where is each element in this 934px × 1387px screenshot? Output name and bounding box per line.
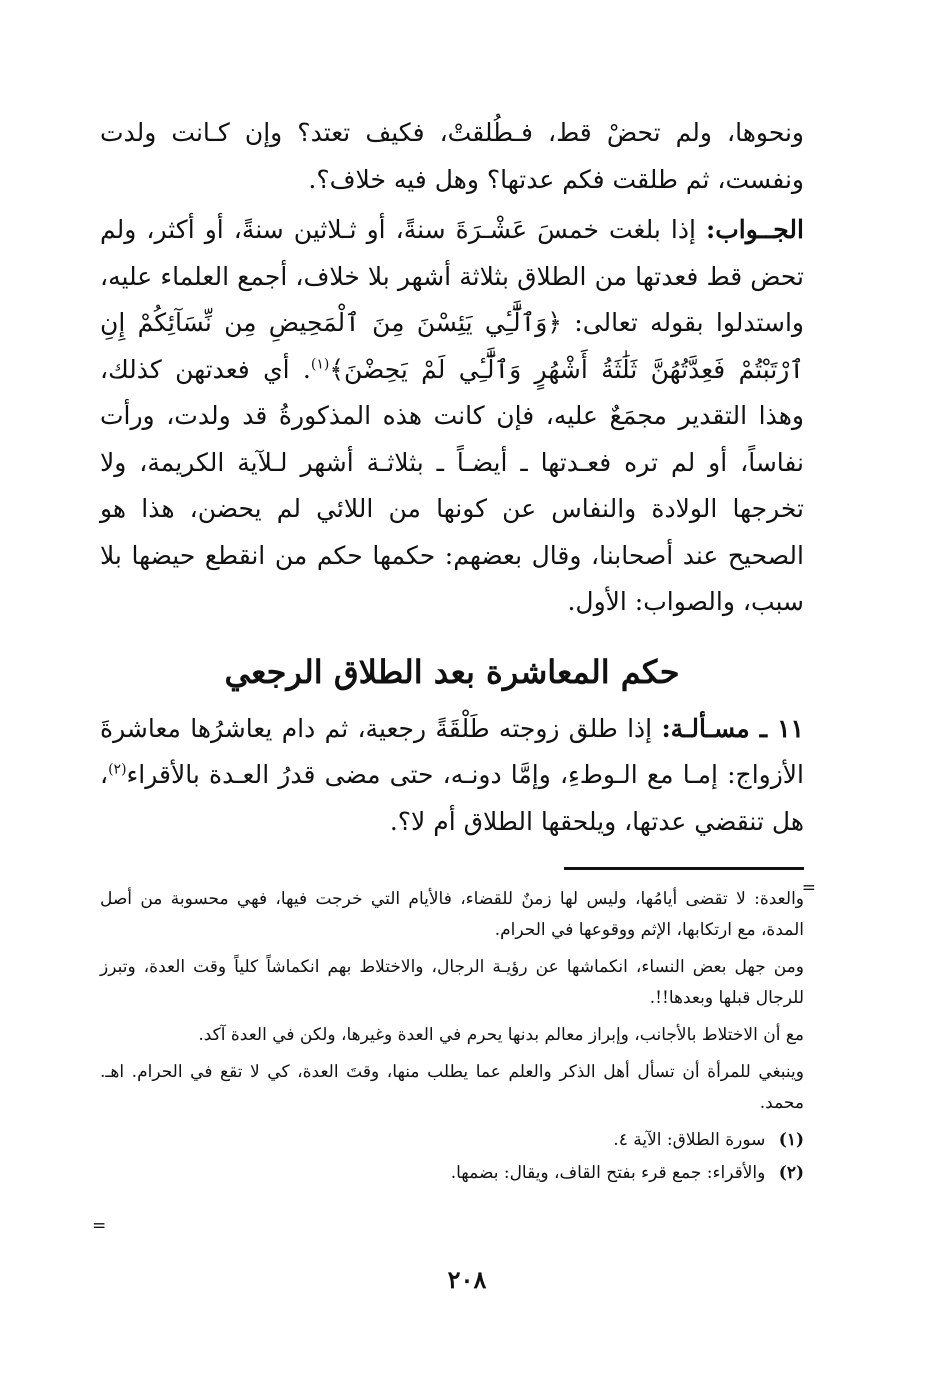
footnote-continuation-2: ومن جهل بعض النساء، انكماشها عن رؤيـة الرجال، والاختلاط بهم انكماشاً كلياً وقت العدة، وتبرز للرجال قبلها وبعدها!!. xyxy=(100,957,804,1008)
question-11-rest: ، هل تنقضي عدتها، ويلحقها الطلاق أم لا؟. xyxy=(100,760,804,836)
footnote-continuation-3: مع أن الاختلاط بالأجانب، وإبراز معالم بدنها يحرم في العدة وغيرها، ولكن في العدة آكد. xyxy=(198,1025,804,1045)
answer-rest: . أي فعدتهن كذلك، وهذا التقدير مجمَعٌ عليه، فإن كانت هذه المذكورةُ قد ولدت، ورأت نفاساً، أو لم تره فعـدتها ـ أيضـاً ـ بثلاثـة أشهر لـلآية الكريمة، ولا تخرجها الولادة والنفاس عن كونها من اللائي لم يحضن، هذا هو الصحيح عند أصحابنا، وقال بعضهم: حكمها حكم من انقطع حيضها بلا سبب، والصواب: الأول. xyxy=(100,354,804,616)
footnotes-section xyxy=(100,884,804,1189)
footnote-continuation-1: والعدة: لا تقضى أيامُها، وليس لها زمنٌ للقضاء، فالأيام التي خرجت فيها، فهي محسوبة من أصل المدة، مع ارتكابها، الإثم ووقوعها في الحرام. xyxy=(100,889,804,940)
answer-text: إذا بلغت خمسَ عَشْـرَةَ سنةً، أو ثـلاثين سنةً، أو أكثر، ولم تحض قط فعدتها من الطلاق بثلاثة أشهر بلا خلاف، أجمع العلماء عليه، واستدلوا بقوله تعالى: xyxy=(100,215,804,337)
footnote-1 xyxy=(100,1125,804,1156)
footnote-ref-2[interactable]: (٢) xyxy=(108,761,127,778)
answer-paragraph xyxy=(100,207,804,626)
footnote-1-text: سورة الطلاق: الآية ٤. xyxy=(613,1130,766,1150)
footnote-continuation-4: وينبغي للمرأة أن تسأل أهل الذكر والعلم عما يطلب منها، وقتَ العدة، كي لا تقع في الحرام. اهـ. محمد. xyxy=(100,1062,804,1113)
footnote-ref-1[interactable]: (١) xyxy=(310,356,330,373)
footnote-2-number: (٢) xyxy=(778,1163,804,1183)
footnote-1-number: (١) xyxy=(778,1130,804,1150)
page-number: ٢٠٨ xyxy=(447,1265,487,1294)
intro-line-2: ونفست، ثم طلقت فكم عدتها؟ وهل فيه خلاف؟. xyxy=(308,164,804,194)
intro-paragraph xyxy=(100,110,804,203)
footnote-2 xyxy=(100,1158,804,1189)
intro-line-1: ونحوها، ولم تحضْ قط، فـطُلقتْ، فكيف تعتد؟ وإن كـانت ولدت xyxy=(100,118,804,147)
section-heading: حكم المعاشرة بعد الطلاق الرجعي xyxy=(224,652,680,691)
answer-label: الجــواب: xyxy=(706,215,804,244)
continuation-mark: = xyxy=(801,878,816,898)
question-11-label: ١١ ـ مسـألـة: xyxy=(661,713,804,743)
page-body xyxy=(100,110,804,1387)
footnote-separator xyxy=(564,867,804,870)
footnote-2-text: والأقراء: جمع قرء بفتح القاف، ويقال: بضمها. xyxy=(450,1163,766,1183)
quran-verse: ﴿وَٱلَّٰٓـِٔي يَئِسْنَ مِنَ ٱلْمَحِيضِ مِن نِّسَآئِكُمْ إِنِ ٱرْتَبْتُمْ فَعِدَّتُهُنَّ ثَلَٰثَةُ أَشْهُرٍ وَٱلَّٰٓـِٔي لَمْ يَحِضْنَ﴾ xyxy=(100,308,804,384)
question-11-paragraph xyxy=(100,706,804,846)
question-11-text: إذا طلق زوجته طَلْقَةً رجعية، ثم دام يعاشرُها معاشرةَ الأزواج: إمـا مع الـوطءِ، وإمَّا دونـه، حتى مضى قدرُ العـدة بالأقراء xyxy=(100,713,804,789)
continues-mark: = xyxy=(92,1216,107,1236)
